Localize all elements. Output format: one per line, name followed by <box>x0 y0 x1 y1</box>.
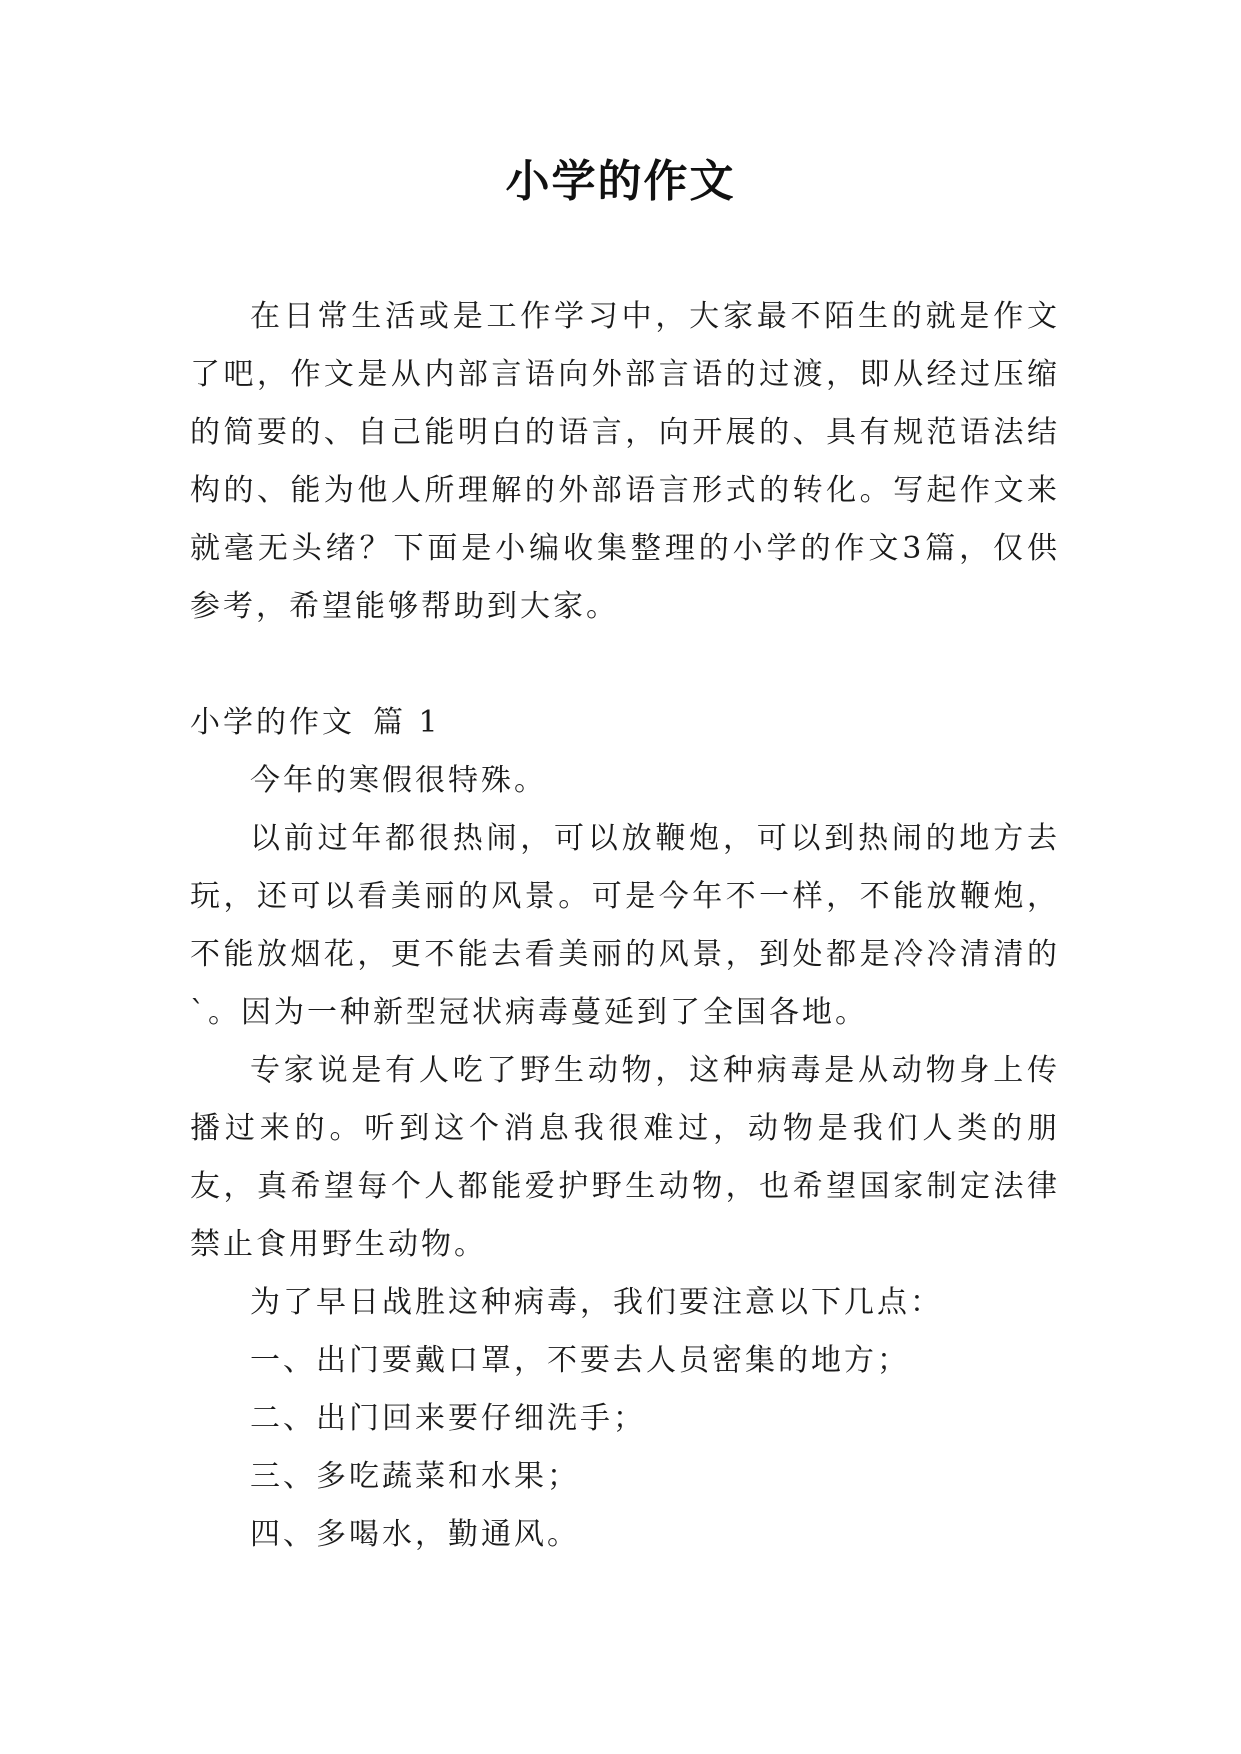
section-gap <box>190 636 1060 694</box>
body-paragraph: 今年的寒假很特殊。 <box>250 763 547 798</box>
body-paragraph: 为了早日战胜这种病毒，我们要注意以下几点： <box>250 1285 943 1320</box>
body-paragraph: 专家说是有人吃了野生动物，这种病毒是从动物身上传播过来的。听到这个消息我很难过，动物是我们人类的朋友，真希望每个人都能爱护野生动物，也希望国家制定法律禁止食用野生动物。 <box>190 1053 1060 1262</box>
list-item: 二、出门回来要仔细洗手； <box>250 1401 646 1436</box>
section-heading-number: 篇 1 <box>373 705 441 740</box>
list-item: 一、出门要戴口罩，不要去人员密集的地方； <box>250 1343 910 1378</box>
intro-paragraph: 在日常生活或是工作学习中，大家最不陌生的就是作文了吧，作文是从内部言语向外部言语的过渡，即从经过压缩的简要的、自己能明白的语言，向开展的、具有规范语法结构的、能为他人所理解的外部语言形式的转化。写起作文来就毫无头绪？下面是小编收集整理的小学的作文3篇，仅供参考，希望能够帮助到大家。 <box>190 299 1060 624</box>
document-body <box>190 288 1060 1564</box>
section-heading <box>190 694 1060 752</box>
list-item: 三、多吃蔬菜和水果； <box>250 1459 580 1494</box>
list-item: 四、多喝水，勤通风。 <box>250 1517 580 1552</box>
body-paragraph: 以前过年都很热闹，可以放鞭炮，可以到热闹的地方去玩，还可以看美丽的风景。可是今年不一样，不能放鞭炮，不能放烟花，更不能去看美丽的风景，到处都是冷冷清清的`。因为一种新型冠状病毒蔓延到了全国各地。 <box>190 821 1060 1030</box>
document-title: 小学的作文 <box>505 156 736 207</box>
section-heading-title: 小学的作文 <box>190 705 355 740</box>
